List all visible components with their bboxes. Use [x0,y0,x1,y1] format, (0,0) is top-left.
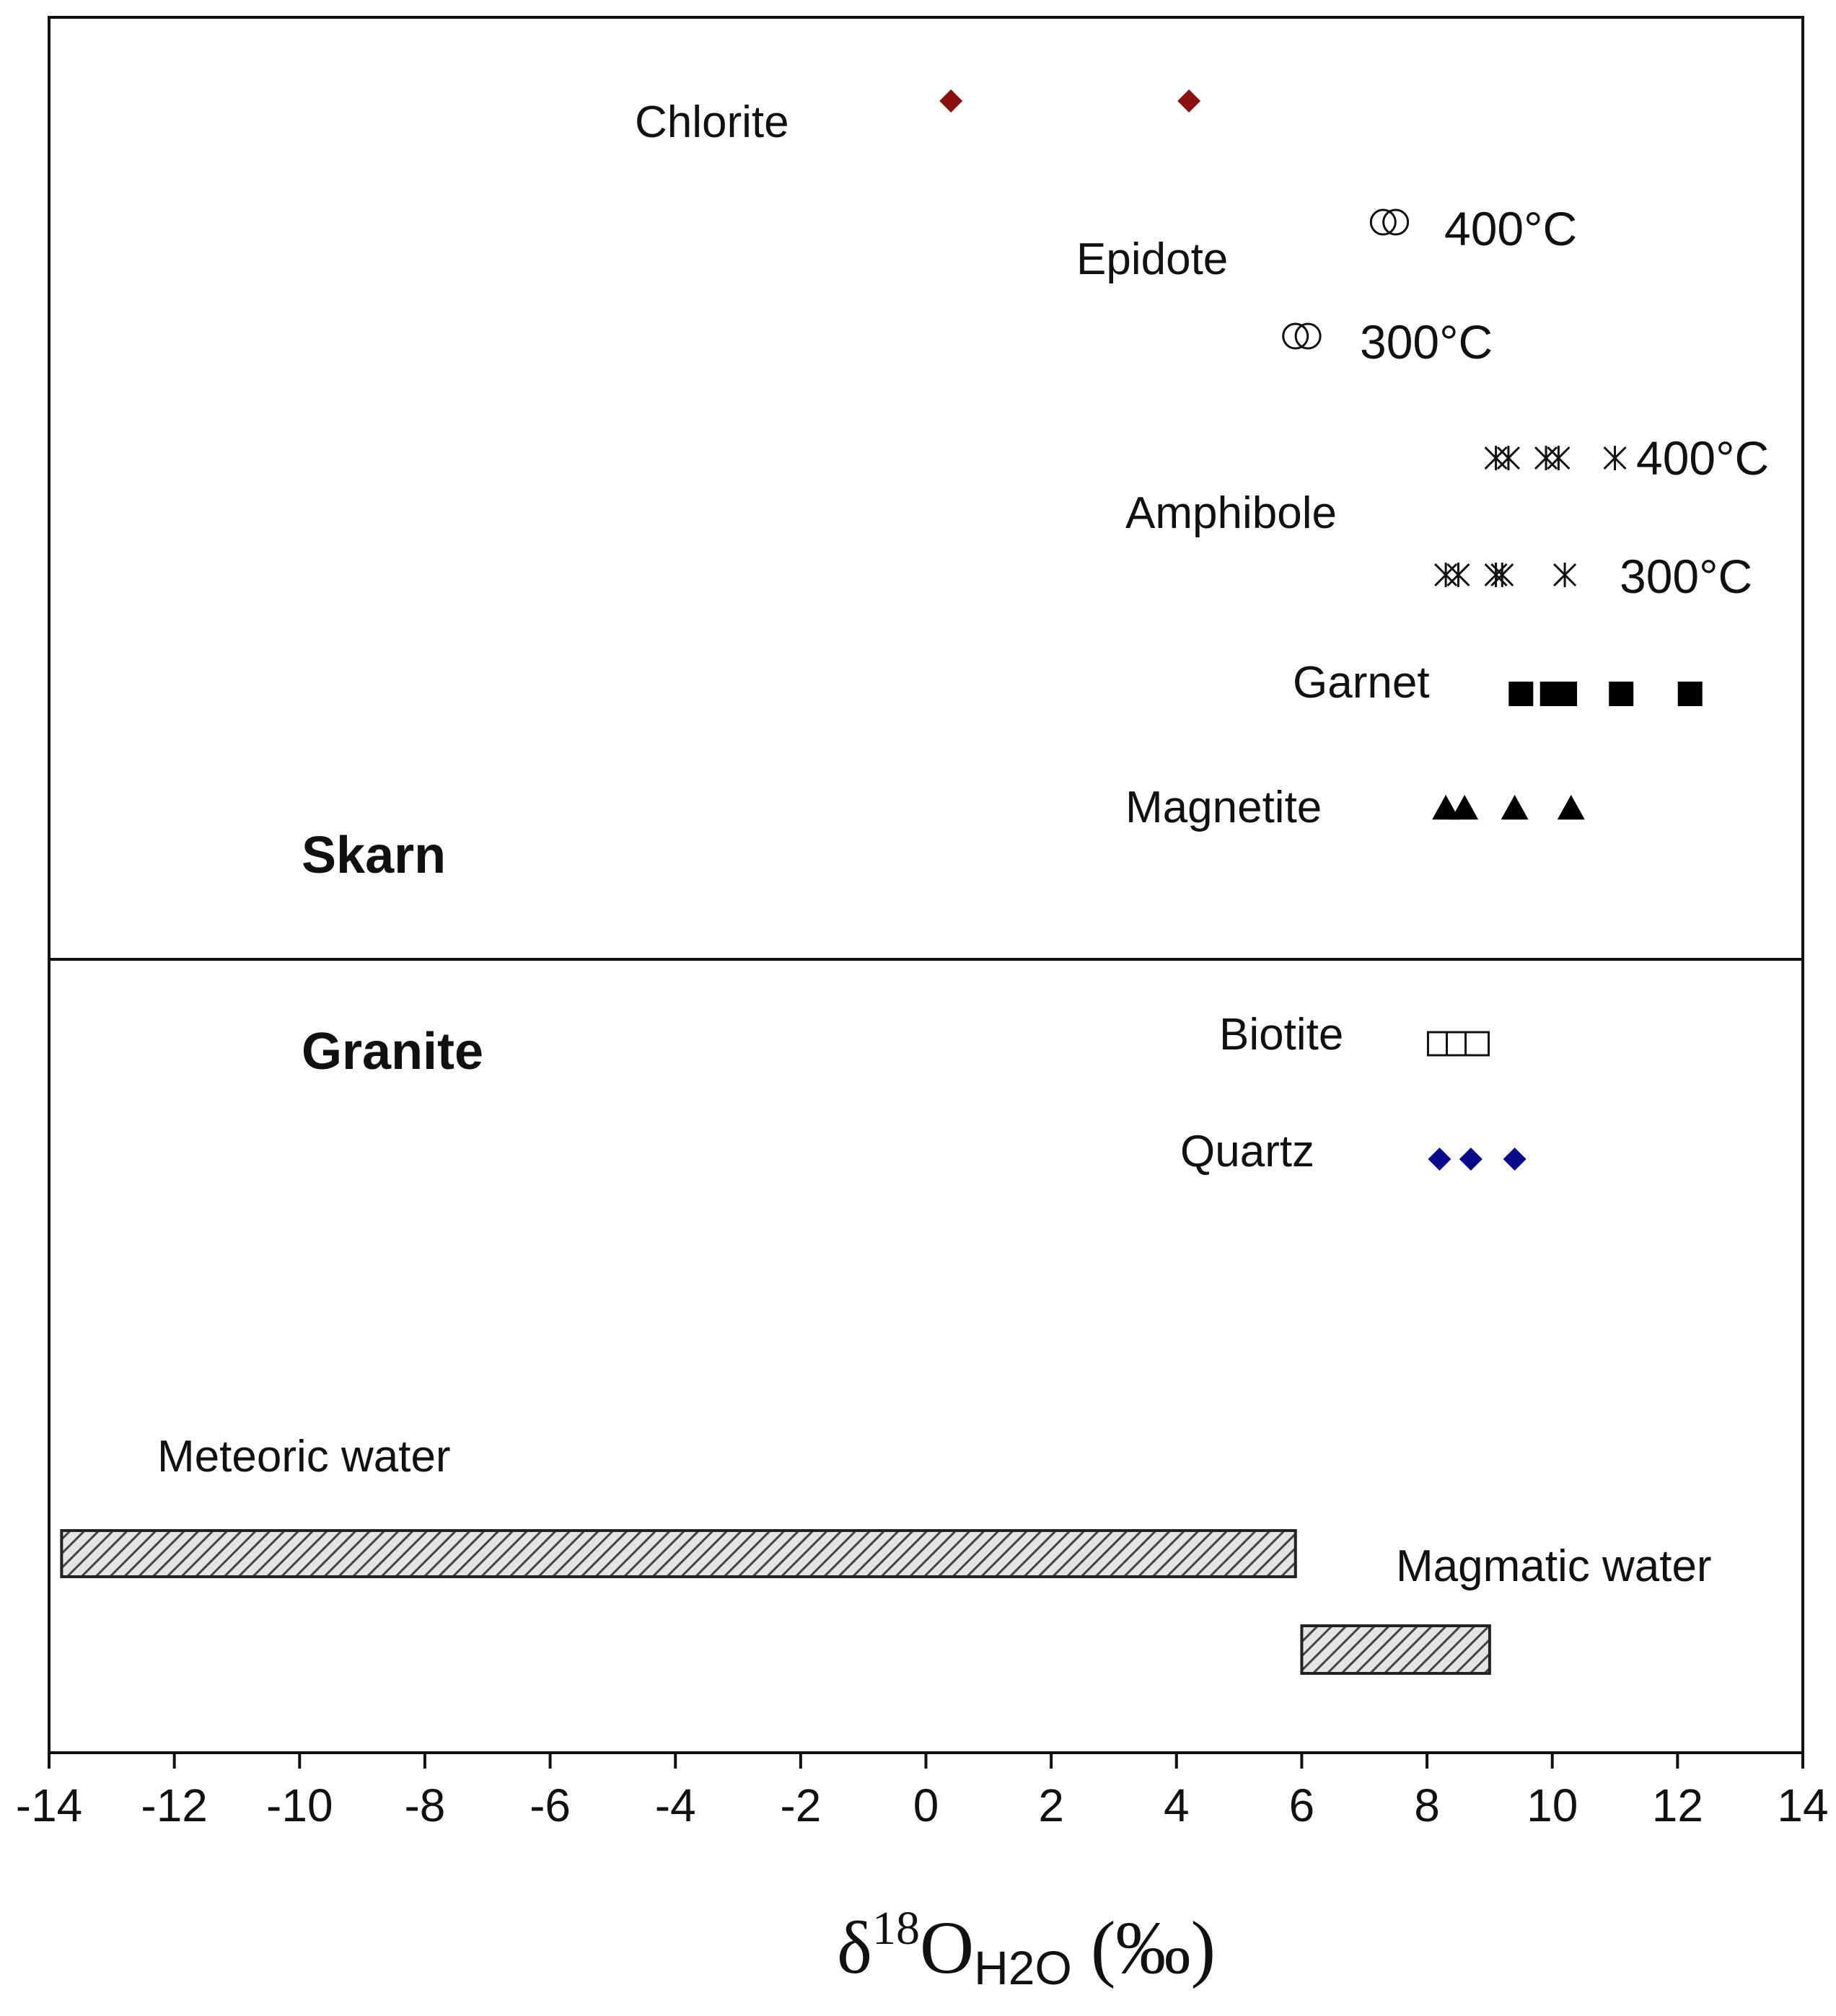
x-tick-label-10: 10 [1527,1779,1578,1831]
chlorite-point-0-0 [939,89,962,113]
quartz-point-0-0 [1428,1148,1451,1171]
amphibole-400-label: 400°C [1636,431,1770,485]
x-tick-label-8: 8 [1414,1779,1440,1831]
x-tick-label--6: -6 [530,1779,571,1831]
chlorite-label: Chlorite [635,97,789,147]
amphibole-point-0-2 [1535,446,1557,470]
quartz-point-0-2 [1503,1148,1527,1171]
epidote-label: Epidote [1076,234,1229,284]
garnet-point-0-4 [1678,682,1703,706]
meteoric-water-bar [61,1531,1295,1577]
x-tick-label--12: -12 [141,1779,208,1831]
garnet-point-0-3 [1609,682,1633,706]
amphibole-point-0-3 [1547,446,1569,470]
quartz-point-0-1 [1459,1148,1483,1171]
data-marks [939,89,1702,1171]
section-title-granite: Granite [302,1023,484,1080]
magnetite-point-0-3 [1558,795,1585,819]
magnetite-point-0-1 [1451,795,1478,819]
amphibole-point-0-4 [1604,446,1626,470]
garnet-point-0-2 [1552,682,1577,706]
x-tick-label-12: 12 [1651,1779,1703,1831]
x-tick-label--4: -4 [654,1779,696,1831]
magmatic-water-bar [1301,1626,1489,1673]
biotite-label: Biotite [1219,1010,1344,1060]
amphibole-point-1-1 [1447,563,1469,587]
quartz-label: Quartz [1180,1127,1315,1176]
water-ranges [61,1531,1490,1673]
chlorite-point-0-1 [1177,89,1200,113]
amphibole-point-0-1 [1498,446,1519,470]
epidote-400-label: 400°C [1444,202,1578,255]
x-axis [16,1753,1829,1831]
x-tick-label-14: 14 [1777,1779,1829,1831]
amphibole-point-0-0 [1485,446,1507,470]
magmatic-water-label: Magmatic water [1396,1541,1712,1591]
garnet-label: Garnet [1293,658,1430,708]
section-title-skarn: Skarn [302,827,447,884]
magnetite-label: Magnetite [1125,783,1322,832]
x-tick-label--14: -14 [15,1779,83,1831]
x-axis-title: $\delta^{18}OH2O$ (‰) [837,1902,1216,1994]
amphibole-point-1-4 [1554,563,1576,587]
garnet-point-0-0 [1508,682,1533,706]
plot-frame [49,17,1803,1753]
meteoric-water-label: Meteoric water [157,1432,451,1482]
x-tick-label--2: -2 [780,1779,822,1831]
x-tick-label-4: 4 [1163,1779,1190,1831]
amphibole-label: Amphibole [1125,488,1337,538]
epidote-300-label: 300°C [1360,315,1493,369]
x-tick-label-6: 6 [1288,1779,1315,1831]
x-tick-label-0: 0 [913,1779,939,1831]
x-tick-label--8: -8 [404,1779,446,1831]
biotite-point-0-2 [1466,1032,1489,1055]
amphibole-point-1-0 [1435,563,1457,587]
x-tick-label-2: 2 [1038,1779,1064,1831]
x-tick-label--10: -10 [266,1779,333,1831]
magnetite-point-0-2 [1501,795,1529,819]
amphibole-300-label: 300°C [1620,550,1753,603]
